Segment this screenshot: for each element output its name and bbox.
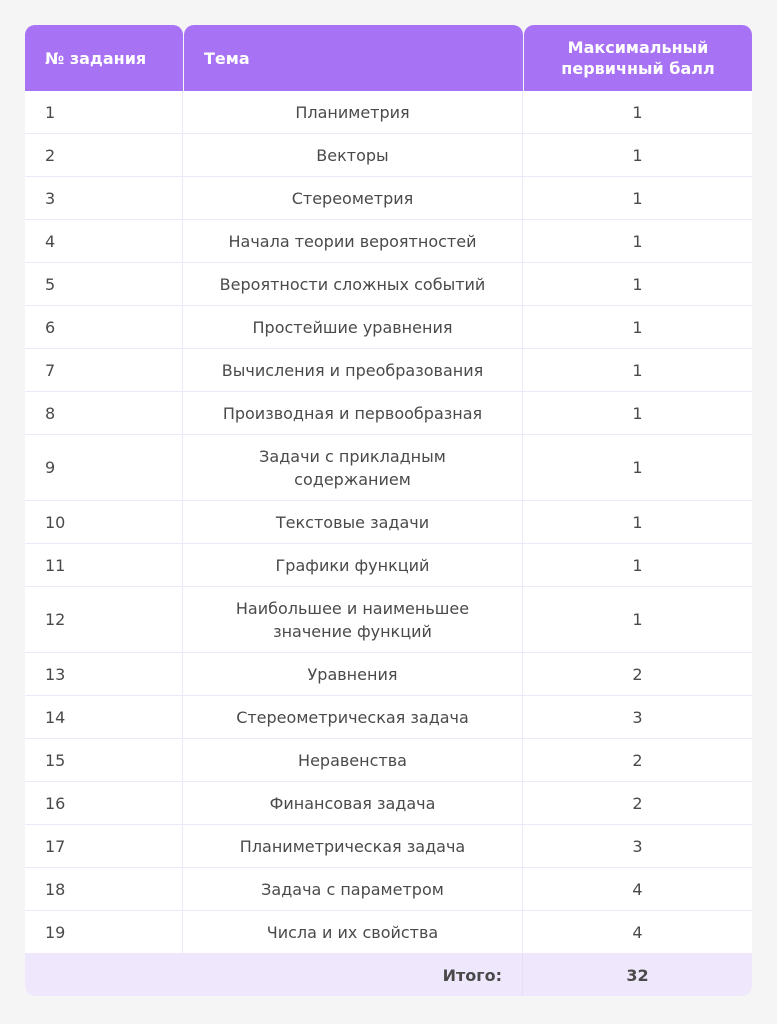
task-topic: Начала теории вероятностей (183, 220, 523, 262)
task-topic: Векторы (183, 134, 523, 176)
task-number: 6 (25, 306, 183, 348)
table-row (25, 501, 752, 544)
task-number: 8 (25, 392, 183, 434)
task-score: 1 (632, 458, 643, 477)
task-number: 4 (25, 220, 183, 262)
task-score: 1 (632, 102, 643, 122)
task-topic: Производная и первообразная (183, 392, 523, 434)
task-topic: Уравнения (183, 653, 523, 695)
table-row (25, 392, 752, 435)
task-score: 3 (632, 836, 643, 856)
task-topic: Простейшие уравнения (183, 306, 523, 348)
task-topic: Планиметрия (183, 91, 523, 133)
task-score: 1 (632, 360, 643, 380)
task-number: 3 (25, 177, 183, 219)
table-row (25, 587, 752, 653)
table-footer (25, 954, 752, 996)
header-topic: Тема (184, 25, 523, 91)
task-score: 2 (632, 793, 643, 813)
task-topic: Задачи с прикладным содержанием (183, 435, 523, 500)
task-number: 19 (25, 911, 183, 953)
task-number: 15 (25, 739, 183, 781)
task-topic: Вероятности сложных событий (183, 263, 523, 305)
table-body (25, 91, 752, 954)
task-number: 11 (25, 544, 183, 586)
table-row (25, 911, 752, 954)
task-topic: Стереометрическая задача (183, 696, 523, 738)
task-number: 10 (25, 501, 183, 543)
task-topic: Текстовые задачи (183, 501, 523, 543)
task-number: 9 (25, 435, 183, 500)
task-score: 1 (632, 231, 643, 251)
table-row (25, 91, 752, 134)
table-row (25, 306, 752, 349)
task-score: 4 (632, 879, 643, 899)
table-row (25, 435, 752, 501)
table-row (25, 220, 752, 263)
header-number: № задания (25, 25, 183, 91)
table-row (25, 653, 752, 696)
exam-tasks-table (25, 25, 752, 996)
task-score: 2 (632, 664, 643, 684)
table-row (25, 349, 752, 392)
task-number: 17 (25, 825, 183, 867)
task-topic: Числа и их свойства (183, 911, 523, 953)
task-score: 1 (632, 145, 643, 165)
table-row (25, 739, 752, 782)
task-topic: Графики функций (183, 544, 523, 586)
table-row (25, 263, 752, 306)
task-number: 5 (25, 263, 183, 305)
table-header (25, 25, 752, 91)
task-topic: Планиметрическая задача (183, 825, 523, 867)
task-number: 14 (25, 696, 183, 738)
table-row (25, 177, 752, 220)
task-score: 1 (632, 610, 643, 629)
table-row (25, 782, 752, 825)
task-topic: Вычисления и преобразования (183, 349, 523, 391)
table-row (25, 696, 752, 739)
task-score: 1 (632, 403, 643, 423)
task-topic: Финансовая задача (183, 782, 523, 824)
header-max-score: Максимальный первичный балл (524, 25, 752, 91)
task-score: 1 (632, 512, 643, 532)
table-row (25, 134, 752, 177)
task-score: 1 (632, 317, 643, 337)
task-score: 2 (632, 750, 643, 770)
task-score: 1 (632, 274, 643, 294)
task-score: 1 (632, 555, 643, 575)
table-row (25, 825, 752, 868)
task-topic: Задача с параметром (183, 868, 523, 910)
task-score: 4 (632, 922, 643, 942)
total-label: Итого: (25, 954, 523, 996)
task-number: 16 (25, 782, 183, 824)
task-number: 2 (25, 134, 183, 176)
task-topic: Стереометрия (183, 177, 523, 219)
task-number: 1 (25, 91, 183, 133)
total-value: 32 (626, 965, 649, 985)
table-row (25, 544, 752, 587)
task-number: 12 (25, 587, 183, 652)
task-number: 18 (25, 868, 183, 910)
task-number: 7 (25, 349, 183, 391)
task-topic: Неравенства (183, 739, 523, 781)
task-topic: Наибольшее и наименьшее значение функций (183, 587, 523, 652)
task-score: 1 (632, 188, 643, 208)
task-number: 13 (25, 653, 183, 695)
task-score: 3 (632, 707, 643, 727)
table-row (25, 868, 752, 911)
